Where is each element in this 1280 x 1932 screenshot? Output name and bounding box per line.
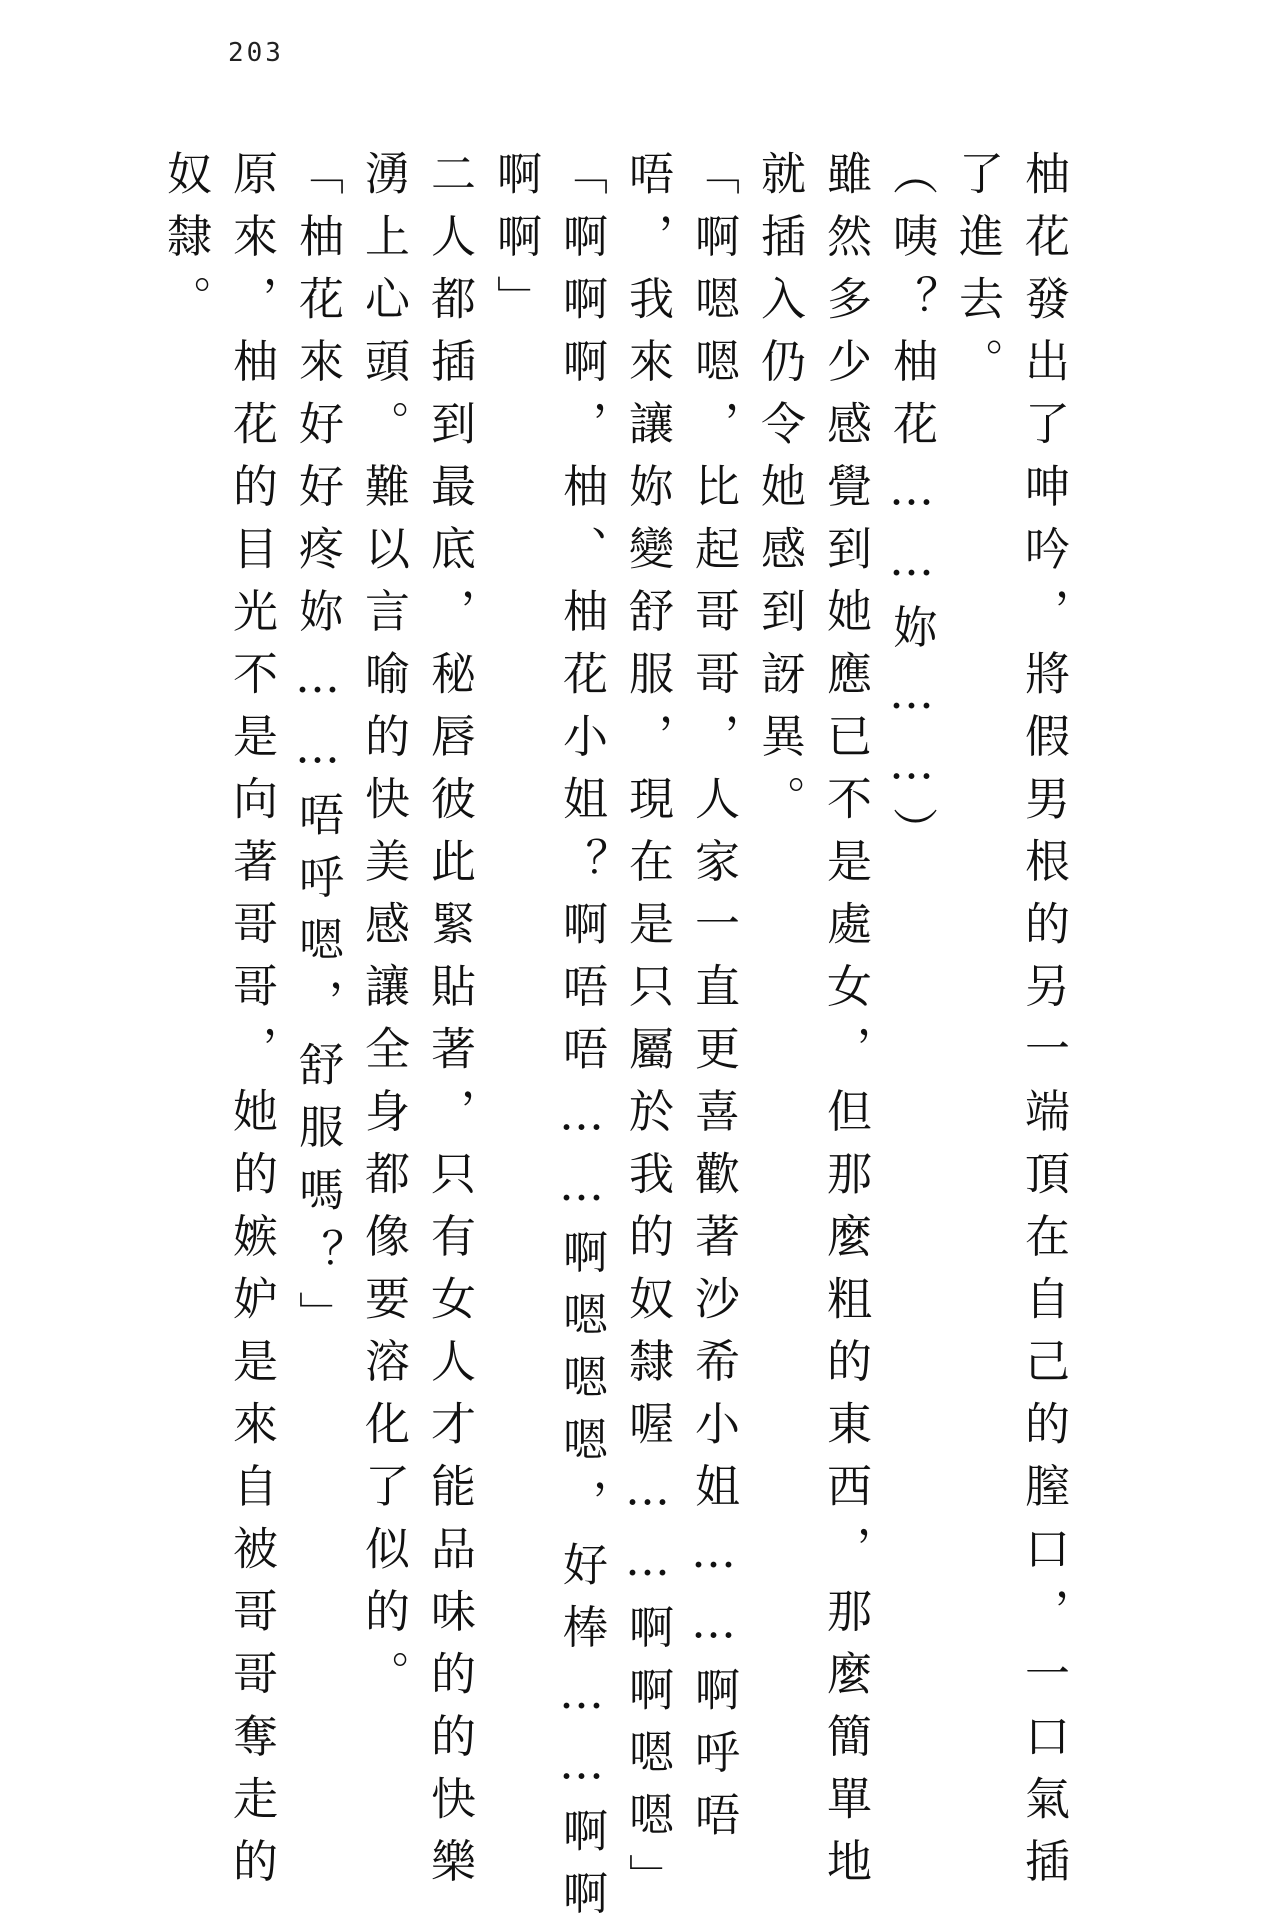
text-column: 唔，我來讓妳變舒服，現在是只屬於我的奴隸喔……啊啊嗯嗯」 (621, 150, 674, 1916)
page-number: 203 (228, 38, 284, 68)
text-column: 「啊啊啊，柚、柚花小姐？啊唔唔……啊嗯嗯嗯，好棒……啊啊 (555, 150, 608, 1932)
text-column: 「柚花來好好疼妳……唔呼嗯，舒服嗎？」 (291, 150, 344, 1354)
body-text (159, 150, 1070, 1932)
text-column: 啊啊」 (489, 150, 542, 338)
text-column: 湧上心頭。難以言喻的快美感讓全身都像要溶化了似的。 (357, 150, 410, 1713)
text-column: 了進去。 (951, 150, 1004, 400)
text-column: （咦？柚花……妳……） (885, 150, 938, 870)
text-column: 柚花發出了呻吟，將假男根的另一端頂在自己的膣口，一口氣插 (1017, 150, 1070, 1900)
text-column: 「啊嗯嗯，比起哥哥，人家一直更喜歡著沙希小姐……啊呼唔 (687, 150, 740, 1854)
text-column: 原來，柚花的目光不是向著哥哥，她的嫉妒是來自被哥哥奪走的 (225, 150, 278, 1900)
text-column: 雖然多少感覺到她應已不是處女，但那麼粗的東西，那麼簡單地 (819, 150, 872, 1900)
text-column: 奴隸。 (159, 150, 212, 338)
text-column: 二人都插到最底，秘唇彼此緊貼著，只有女人才能品味的的快樂 (423, 150, 476, 1900)
text-column: 就插入仍令她感到訝異。 (753, 150, 806, 838)
